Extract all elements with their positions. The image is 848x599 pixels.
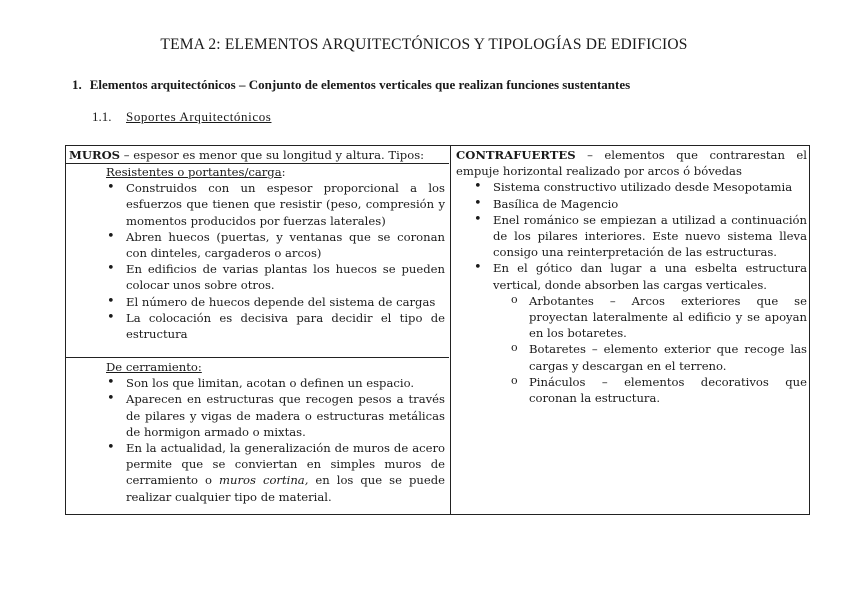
- item-text-em: muros cortina,: [219, 473, 309, 488]
- list-item: • En edificios de varias plantas los huecos se pueden colocar unos sobre otros.: [106, 261, 445, 293]
- section-text: Elementos arquitectónicos – Conjunto de elementos verticales que realizan funciones sustentantes: [89, 77, 631, 92]
- item-text-post: en los que se puede realizar cualquier tipo de material.: [126, 473, 445, 504]
- muros-desc: – espesor es menor que su longitud y altura. Tipos:: [120, 148, 425, 162]
- subsection-heading: [92, 109, 271, 125]
- list-item: • Abren huecos (puertas, y ventanas que se coronan con dinteles, cargaderos o arcos): [106, 229, 445, 261]
- contrafuertes-header: [456, 147, 807, 179]
- document-title: TEMA 2: ELEMENTOS ARQUITECTÓNICOS Y TIPOLOGÍAS DE EDIFICIOS: [160, 36, 688, 53]
- list-item: • La colocación es decisiva para decidir el tipo de estructura: [106, 310, 445, 342]
- sub-list-item: o Arbotantes – Arcos exteriores que se proyectan lateralmente al edificio y se apoyan en los botaretes.: [511, 293, 807, 342]
- muros-term: MUROS: [69, 148, 121, 162]
- resistentes-colon: :: [281, 165, 286, 179]
- section-heading-1: [72, 77, 630, 93]
- contrafuertes-term: CONTRAFUERTES: [456, 148, 576, 162]
- contrafuertes-list: [473, 179, 807, 406]
- cerramiento-cell: [66, 357, 449, 514]
- list-item: [473, 260, 807, 406]
- content-table: [65, 145, 810, 515]
- section-number: 1.: [72, 77, 82, 92]
- cerramiento-list: [106, 375, 445, 505]
- contrafuertes-column: [451, 146, 809, 514]
- list-item: • Aparecen en estructuras que recogen pesos a través de pilares y vigas de madera o estructuras metálicas de hormigon armado o mixtas.: [106, 391, 445, 440]
- resistentes-label: Resistentes o portantes/carga: [106, 165, 282, 179]
- list-item: [106, 440, 445, 505]
- list-item: • Basílica de Magencio: [473, 196, 807, 212]
- sub-list-item: o Pináculos – elementos decorativos que coronan la estructura.: [511, 374, 807, 406]
- list-item: • El número de huecos depende del sistema de cargas: [106, 294, 445, 310]
- muros-header: [66, 146, 450, 163]
- list-item-text: En el gótico dan lugar a una esbelta estructura vertical, donde absorben las cargas verticales.: [493, 261, 807, 292]
- resistentes-list: [106, 180, 445, 342]
- list-item: • Son los que limitan, acotan o definen un espacio.: [106, 375, 445, 391]
- resistentes-cell: [66, 163, 449, 357]
- contrafuertes-desc: – elementos que contrarestan el empuje horizontal realizado por arcos ó bóvedas: [456, 148, 807, 179]
- subsection-number: 1.1.: [92, 109, 112, 124]
- list-item: • Construidos con un espesor proporcional a los esfuerzos que tienen que resistir (peso, compresión y momentos producidos por fuerzas laterales): [106, 180, 445, 229]
- sub-list-item: o Botaretes – elemento exterior que recoge las cargas y descargan en el terreno.: [511, 341, 807, 373]
- list-item: • Sistema constructivo utilizado desde Mesopotamia: [473, 179, 807, 195]
- resistentes-heading: [106, 164, 445, 180]
- list-item: • Enel románico se empiezan a utilizad a continuación de los pilares interiores. Este nuevo sistema lleva consigo una reinterpretación de las estructuras.: [473, 212, 807, 261]
- muros-column: [66, 146, 451, 514]
- subsection-text: Soportes Arquitectónicos: [126, 109, 272, 124]
- item-text-pre: En la actualidad, la generalización de muros de acero permite que se conviertan en simples muros de cerramiento o: [126, 441, 445, 488]
- contrafuertes-sublist: [511, 293, 807, 406]
- cerramiento-label: De cerramiento:: [106, 360, 202, 374]
